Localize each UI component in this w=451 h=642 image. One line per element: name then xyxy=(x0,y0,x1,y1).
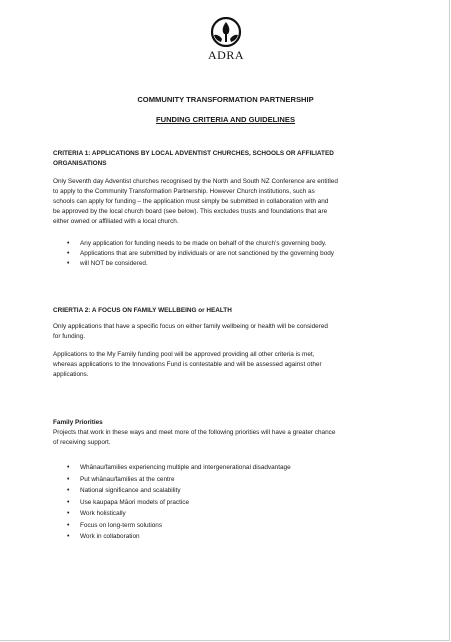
criteria-1-bullets xyxy=(53,239,403,269)
list-item: • Any application for funding needs to be made on behalf of the church’s governing body. xyxy=(53,239,403,249)
list-item: • Work in collaboration xyxy=(53,531,403,543)
list-item: • Focus on long-term solutions xyxy=(53,520,403,532)
list-item: • Use kaupapa Māori models of practice xyxy=(53,497,403,509)
paragraph-line: either owned or affiliated with a local church. xyxy=(53,218,179,225)
document-subtitle: FUNDING CRITERIA AND GUIDELINES xyxy=(155,115,296,124)
document-title: COMMUNITY TRANSFORMATION PARTNERSHIP xyxy=(137,95,314,104)
list-item: • Work holistically xyxy=(53,508,403,520)
adra-logo xyxy=(204,17,248,63)
paragraph-line: for funding. xyxy=(53,333,85,340)
paragraph-line: whereas applications to the Innovations Fund is contestable and will be assessed against other xyxy=(53,361,322,368)
family-priorities-heading: Family Priorities xyxy=(53,419,103,426)
paragraph-line: be approved by the local church board (see below). This excludes trusts and foundations that are xyxy=(53,208,328,215)
family-priorities-section xyxy=(53,418,403,448)
criteria-1-heading-line: ORGANISATIONS xyxy=(53,160,107,167)
logo-text: ADRA xyxy=(207,48,244,62)
criteria-1-heading xyxy=(53,149,403,169)
list-item: • Put whānau/families at the centre xyxy=(53,474,403,486)
paragraph-line: of receiving support. xyxy=(53,439,111,446)
paragraph-line: Applications to the My Family funding pool will be approved providing all other criteria is met, xyxy=(53,351,315,358)
criteria-1-heading-line: CRITERIA 1: APPLICATIONS BY LOCAL ADVENTIST CHURCHES, SCHOOLS OR AFFILIATED xyxy=(53,150,334,157)
criteria-1-paragraph xyxy=(53,177,403,227)
criteria-2-paragraph-2 xyxy=(53,350,403,380)
criteria-2-paragraph-1 xyxy=(53,322,403,342)
list-item: • Whānau/families experiencing multiple and intergenerational disadvantage xyxy=(53,462,403,474)
paragraph-line: schools can apply for funding – the application must simply be submitted in collaboration with and xyxy=(53,198,329,205)
list-item: • Applications that are submitted by individuals or are not sanctioned by the governing body xyxy=(53,249,403,259)
paragraph-line: applications. xyxy=(53,371,89,378)
list-item: • National significance and scalability xyxy=(53,485,403,497)
list-item: • will NOT be considered. xyxy=(53,259,403,269)
paragraph-line: Only applications that have a specific focus on either family wellbeing or health will be considered xyxy=(53,323,328,330)
paragraph-line: Only Seventh day Adventist churches recognised by the North and South NZ Conference are entitled xyxy=(53,178,338,185)
adra-hands-flame-logo-icon xyxy=(208,17,244,47)
criteria-2-heading-line: CRIERTIA 2: A FOCUS ON FAMILY WELLBEING or HEALTH xyxy=(53,307,232,314)
paragraph-line: to apply to the Community Transformation Partnership. However Church institutions, such as xyxy=(53,188,315,195)
criteria-2-heading xyxy=(53,306,403,316)
paragraph-line: Projects that work in these ways and meet more of the following priorities will have a greater chance xyxy=(53,429,336,436)
family-priorities-bullets xyxy=(53,462,403,543)
